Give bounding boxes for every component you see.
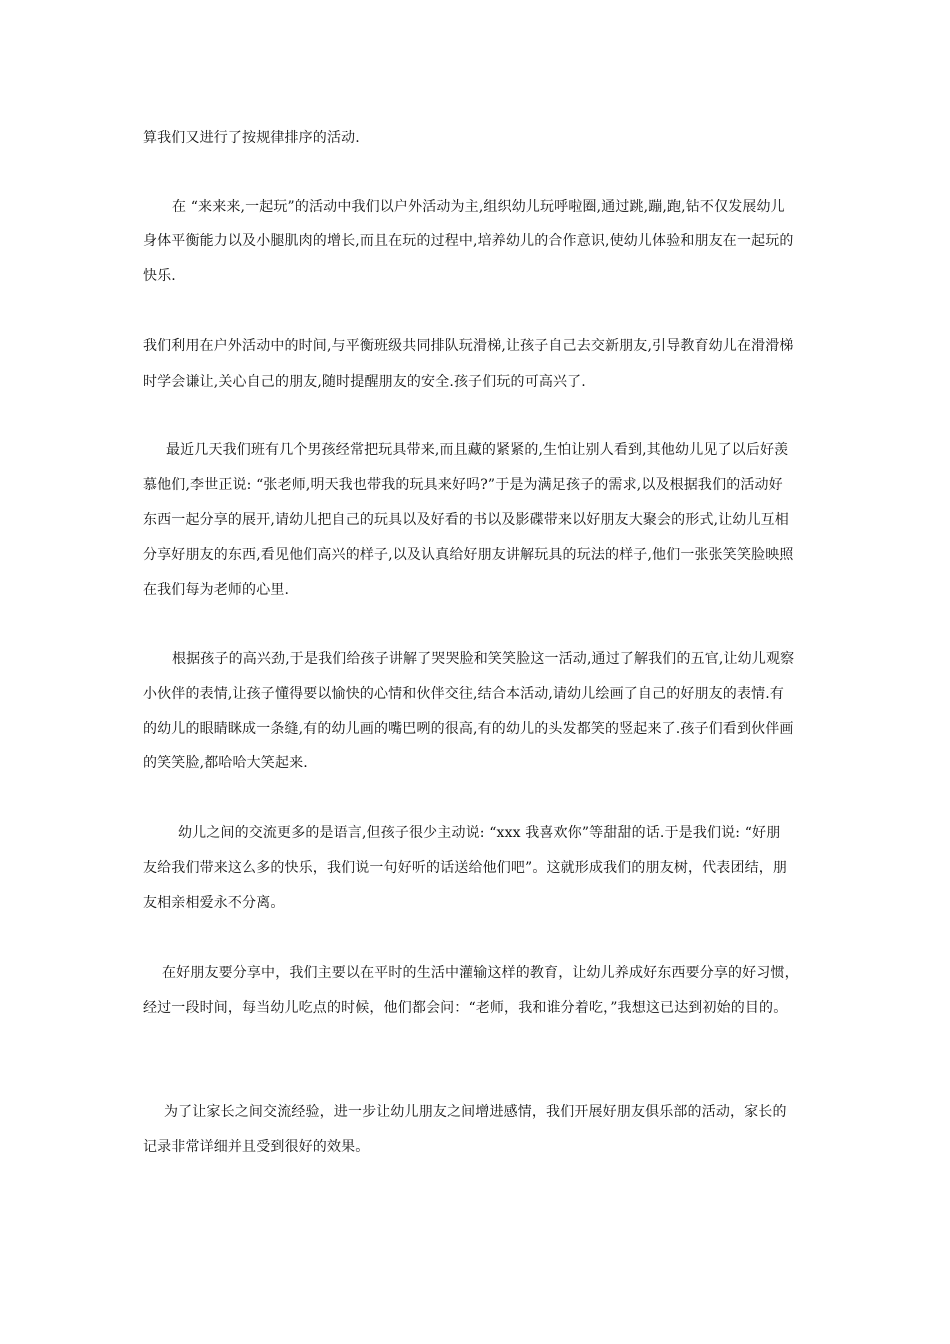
text-line: 记录非常详细并且受到很好的效果。 — [143, 1139, 370, 1155]
text-line: 身体平衡能力以及小腿肌肉的增长,而且在玩的过程中,培养幼儿的合作意识,使幼儿体验和朋友在一起玩的 — [143, 233, 794, 249]
text-line: 东西一起分享的展开,请幼儿把自己的玩具以及好看的书以及影碟带来以好朋友大聚会的形式,让幼儿互相 — [143, 512, 789, 528]
text-line: 的幼儿的眼睛眯成一条缝,有的幼儿画的嘴巴咧的很高,有的幼儿的头发都笑的竖起来了.孩子们看到伙伴画 — [143, 721, 794, 737]
text-line: 为了让家长之间交流经验，进一步让幼儿朋友之间增进感情，我们开展好朋友俱乐部的活动，家长的 — [164, 1104, 787, 1120]
text-line: 最近几天我们班有几个男孩经常把玩具带来,而且藏的紧紧的,生怕让别人看到,其他幼儿见了以后好羡 — [166, 442, 789, 458]
text-line: 根据孩子的高兴劲,于是我们给孩子讲解了哭哭脸和笑笑脸这一活动,通过了解我们的五官,让幼儿观察 — [172, 651, 795, 667]
text-line: 在好朋友要分享中，我们主要以在平时的生活中灌输这样的教育，让幼儿养成好东西要分享的好习惯， — [162, 965, 799, 981]
text-line: 在 “来来来,一起玩”的活动中我们以户外活动为主,组织幼儿玩呼啦圈,通过跳,蹦,跑,钻不仅发展幼儿 — [172, 199, 785, 215]
text-line: 友相亲相爱永不分离。 — [143, 895, 285, 911]
text-line: 我们利用在户外活动中的时间,与平衡班级共同排队玩滑梯,让孩子自己去交新朋友,引导教育幼儿在滑滑梯 — [143, 338, 794, 354]
text-line: 算我们又进行了按规律排序的活动. — [143, 130, 360, 146]
text-line: 友给我们带来这么多的快乐，我们说一句好听的话送给他们吧”。这就形成我们的朋友树，代表团结，朋 — [143, 860, 788, 876]
text-line: 幼儿之间的交流更多的是语言,但孩子很少主动说: “xxx 我喜欢你”等甜甜的话.于是我们说: “好朋 — [178, 825, 781, 841]
text-line: 分享好朋友的东西,看见他们高兴的样子,以及认真给好朋友讲解玩具的玩法的样子,他们一张张笑笑脸映照 — [143, 547, 794, 563]
text-line: 经过一段时间，每当幼儿吃点的时候，他们都会问：“老师，我和谁分着吃，”我想这已达到初始的目的。 — [143, 1000, 788, 1016]
text-line: 小伙伴的表情,让孩子懂得要以愉快的心情和伙伴交往,结合本活动,请幼儿绘画了自己的好朋友的表情.有 — [143, 686, 784, 702]
text-line: 快乐. — [143, 268, 176, 284]
text-line: 时学会谦让,关心自己的朋友,随时提醒朋友的安全.孩子们玩的可高兴了. — [143, 374, 586, 390]
text-line: 的笑笑脸,都哈哈大笑起来. — [143, 755, 308, 771]
text-line: 在我们每为老师的心里. — [143, 582, 290, 598]
text-line: 慕他们,李世正说: “张老师,明天我也带我的玩具来好吗?”于是为满足孩子的需求,以及根据我们的活动好 — [143, 477, 783, 493]
